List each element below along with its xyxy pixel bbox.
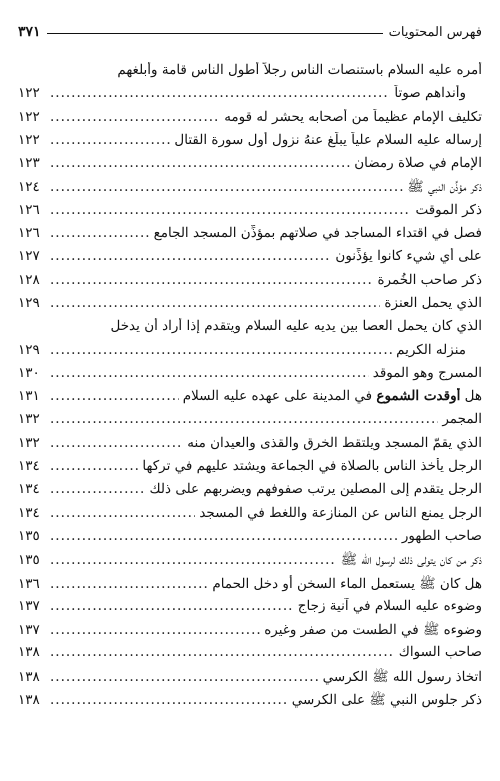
leader-dots — [50, 248, 331, 264]
leader-dots — [50, 411, 438, 427]
toc-entry-page: ١٣٨ — [18, 668, 40, 685]
leader-dots — [50, 481, 146, 497]
toc-entry-title: أمره عليه السلام باستنصات الناس رجلاً أطول الناس قامة وأبلغهم — [117, 62, 482, 78]
leader-dots — [50, 272, 373, 288]
toc-entry — [18, 598, 482, 621]
leader-dots — [50, 552, 337, 568]
toc-entry-page: ١٣٨ — [18, 644, 40, 661]
leader-dots — [50, 365, 369, 381]
toc-entry-page: ١٣٢ — [18, 434, 40, 451]
toc-entry — [18, 155, 482, 178]
leader-dots — [50, 132, 170, 148]
leader-dots — [50, 388, 179, 404]
toc-entry-page: ١٢٨ — [18, 271, 40, 288]
leader-dots — [50, 295, 380, 311]
toc-entry-title: الذي يحمل العنزة — [384, 294, 482, 311]
leader-dots — [50, 342, 392, 358]
toc-entry-page: ١٣٤ — [18, 458, 40, 475]
leader-dots — [50, 598, 294, 614]
toc-list — [18, 62, 482, 714]
toc-entry-title: إرساله عليه السلام علياً يبلِّغ عنهُ نزول أول سورة القتال — [174, 131, 482, 148]
leader-dots — [50, 644, 395, 660]
toc-entry — [18, 435, 482, 458]
leader-dots — [50, 669, 319, 685]
toc-entry-page: ١٢٩ — [18, 341, 40, 358]
toc-entry — [18, 575, 482, 598]
page-number: ٣٧١ — [18, 24, 41, 40]
toc-entry-page: ١٢٣ — [18, 155, 40, 172]
toc-entry-title: ذكر من كان يتولى ذلك لرسول الله ﷺ — [340, 552, 482, 569]
toc-entry-page: ١٢٤ — [18, 179, 40, 196]
toc-entry-page: ١٣٥ — [18, 527, 40, 544]
toc-entry-page: ١٣٤ — [18, 481, 40, 498]
toc-entry — [18, 505, 482, 528]
toc-entry-title: الرجل يأخذ الناس بالصلاة في الجماعة ويشتد عليهم في تركها — [142, 458, 482, 475]
toc-entry — [18, 202, 482, 225]
toc-entry-title: ذكر صاحب الخُمرة — [377, 271, 482, 288]
toc-entry — [18, 481, 482, 504]
toc-entry — [18, 248, 482, 271]
toc-entry — [18, 668, 482, 691]
header-rule — [47, 33, 383, 34]
header-title: فهرس المحتويات — [388, 25, 482, 40]
toc-entry-title: ذكر جلوس النبي ﷺ على الكرسي — [291, 692, 482, 709]
toc-entry — [18, 178, 482, 201]
leader-dots — [50, 505, 195, 521]
toc-entry-title: وضوءه عليه السلام في آنية زجاج — [297, 597, 482, 614]
toc-entry-title: هل كان ﷺ يستعمل الماء السخن أو دخل الحمام — [212, 575, 482, 592]
toc-entry-title: على أي شيء كانوا يؤذِّنون — [335, 248, 482, 265]
toc-entry-page: ١٢٦ — [18, 225, 40, 242]
toc-entry — [18, 388, 482, 411]
toc-entry-title: الرجل يتقدم إلى المصلين يرتب صفوفهم ويضربهم على ذلك — [149, 481, 482, 498]
toc-entry-title: هل أوقدت الشموع في المدينة على عهده عليه السلام — [182, 388, 482, 405]
toc-entry — [18, 132, 482, 155]
leader-dots — [50, 109, 220, 125]
leader-dots — [50, 458, 138, 474]
leader-dots — [50, 202, 411, 218]
leader-dots — [50, 576, 208, 592]
toc-entry-page: ١٢٢ — [18, 85, 40, 102]
toc-entry — [18, 225, 482, 248]
toc-entry — [18, 85, 482, 108]
toc-entry-title: وأنداهم صوتاً — [394, 85, 466, 102]
toc-entry-page: ١٢٢ — [18, 131, 40, 148]
toc-entry — [18, 411, 482, 434]
leader-dots — [50, 179, 403, 195]
toc-entry-title: ذكر الموقت — [415, 201, 482, 218]
leader-dots — [50, 225, 150, 241]
toc-entry-title: الرجل يمنع الناس عن المنازعة واللغط في المسجد — [199, 504, 482, 521]
leader-dots — [50, 528, 398, 544]
toc-entry-title: المسرج وهو الموقد — [372, 364, 482, 381]
toc-entry — [18, 458, 482, 481]
toc-entry-page: ١٣٤ — [18, 504, 40, 521]
toc-entry-page: ١٢٢ — [18, 108, 40, 125]
toc-entry-title: الذي يقمّ المسجد ويلتقط الخرق والقذى والعيدان منه — [187, 434, 482, 451]
leader-dots — [50, 435, 183, 451]
toc-entry — [18, 318, 482, 341]
toc-entry-page: ١٣٧ — [18, 597, 40, 614]
toc-entry-title: ذكر مؤذِّن النبي ﷺ — [407, 179, 482, 196]
toc-entry — [18, 109, 482, 132]
toc-entry — [18, 621, 482, 644]
leader-dots — [50, 692, 288, 708]
toc-entry — [18, 295, 482, 318]
leader-dots — [50, 155, 350, 171]
toc-entry — [18, 528, 482, 551]
toc-entry-title: الإمام في صلاة رمضان — [354, 155, 482, 172]
toc-entry-page: ١٣٧ — [18, 622, 40, 639]
toc-entry — [18, 342, 482, 365]
toc-entry-page: ١٣١ — [18, 388, 40, 405]
running-header — [18, 14, 482, 40]
toc-entry-page: ١٣٥ — [18, 552, 40, 569]
toc-entry-title: المجمر — [442, 411, 482, 428]
toc-entry-title: اتخاذ رسول الله ﷺ الكرسي — [322, 668, 482, 685]
toc-entry-title: وضوءه ﷺ في الطست من صفر وغيره — [264, 622, 482, 639]
toc-entry — [18, 644, 482, 667]
toc-entry-page: ١٢٩ — [18, 294, 40, 311]
toc-entry-title: الذي كان يحمل العصا بين يديه عليه السلام ويتقدم إذا أراد أن يدخل — [110, 318, 482, 335]
leader-dots — [50, 85, 390, 101]
toc-entry — [18, 62, 482, 85]
toc-entry-title: تكليف الإمام عظيماً من أصحابه يحشر له قومه — [224, 108, 482, 125]
toc-entry-page: ١٣٠ — [18, 364, 40, 381]
toc-entry — [18, 551, 482, 574]
toc-entry-title: صاحب السواك — [398, 644, 482, 661]
toc-entry-title: فصل في اقتداء المساجد في صلاتهم بمؤذِّن المسجد الجامع — [153, 225, 482, 242]
toc-entry — [18, 691, 482, 714]
toc-entry-page: ١٢٦ — [18, 201, 40, 218]
toc-entry-page: ١٣٢ — [18, 411, 40, 428]
toc-entry-page: ١٣٦ — [18, 575, 40, 592]
toc-entry-title: صاحب الطهور — [401, 527, 482, 544]
leader-dots — [50, 622, 260, 638]
toc-entry-title: منزله الكريم — [396, 341, 466, 358]
toc-entry-page: ١٣٨ — [18, 692, 40, 709]
toc-entry — [18, 365, 482, 388]
toc-entry — [18, 272, 482, 295]
toc-entry-page: ١٢٧ — [18, 248, 40, 265]
